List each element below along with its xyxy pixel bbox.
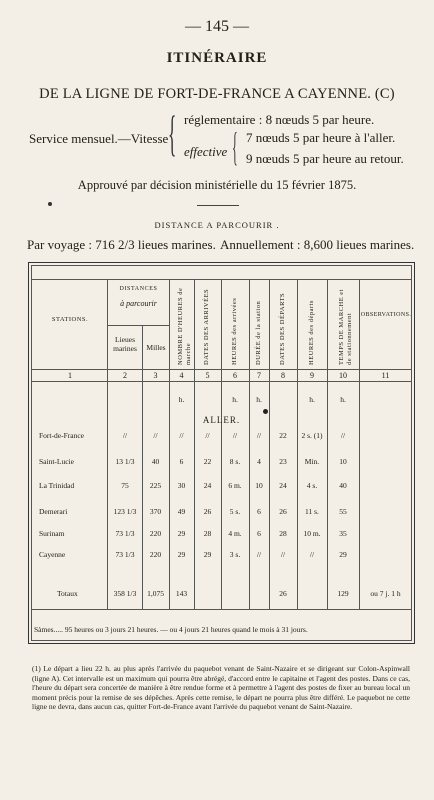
- table-cell-ha: 4 m.: [228, 529, 242, 538]
- table-cell-da: 28: [203, 529, 212, 538]
- table-cell-du: 10: [255, 481, 263, 490]
- table-cell-hm: 30: [177, 481, 186, 490]
- station-name: Surinam: [39, 529, 65, 538]
- speed-effective-label: effective: [184, 144, 228, 159]
- table-cell-da: 26: [203, 507, 212, 516]
- col-number: 1: [68, 371, 72, 380]
- page-number: — 145 —: [185, 18, 249, 35]
- table-cell-du: //: [256, 550, 262, 559]
- col-number: 8: [281, 371, 285, 380]
- table-cell-da: 24: [203, 481, 212, 490]
- table-cell-du: 6: [257, 529, 261, 538]
- brace-icon: {: [232, 124, 238, 169]
- page-title: ITINÉRAIRE: [166, 50, 268, 66]
- ink-dot: [263, 409, 268, 414]
- table-cell-dd: //: [280, 550, 286, 559]
- unit-label: h.: [340, 395, 346, 404]
- header-dates-departs: DATES DES DÉPARTS: [279, 292, 286, 365]
- table-rule: [108, 325, 169, 326]
- table-cell-milles: 225: [149, 481, 162, 490]
- table-cell-hm: 6: [179, 457, 184, 466]
- speed-effective-retour: 9 nœuds 5 par heure au retour.: [246, 151, 404, 166]
- header-lieues: Lieues marines: [113, 335, 137, 353]
- table-rule: [32, 609, 411, 610]
- station-name: Cayenne: [39, 550, 66, 559]
- unit-label: h.: [232, 395, 238, 404]
- col-number: 5: [205, 371, 210, 380]
- table-cell-tm: 40: [339, 481, 347, 490]
- totals-observation: ou 7 j. 1 h: [370, 589, 401, 598]
- table-rule: [249, 279, 250, 609]
- table-rule: [269, 279, 270, 609]
- service-label: Service mensuel.—Vitesse: [29, 131, 169, 146]
- itinerary-table: [28, 262, 415, 644]
- table-cell-du: 6: [257, 507, 261, 516]
- table-cell-hm: 29: [177, 550, 186, 559]
- unit-label: h.: [256, 395, 262, 404]
- table-cell-tm: 29: [339, 550, 347, 559]
- ink-dot: [48, 202, 52, 206]
- unit-label: h.: [309, 395, 315, 404]
- speed-reglementaire: réglementaire : 8 nœuds 5 par heure.: [184, 112, 375, 127]
- table-cell-dd: 23: [279, 457, 287, 466]
- distance-heading: DISTANCE A PARCOURIR .: [154, 220, 280, 230]
- table-cell-milles: //: [153, 431, 158, 440]
- divider: [197, 205, 239, 206]
- header-heures-departs: HEURES des départs: [308, 300, 315, 365]
- station-name: La Trinidad: [39, 481, 75, 490]
- table-cell-lieues: 73 1/3: [115, 550, 135, 559]
- header-a-parcourir: à parcourir: [120, 299, 157, 308]
- page-subtitle: DE LA LIGNE DE FORT-DE-FRANCE A CAYENNE. (C): [39, 86, 395, 102]
- table-cell-lieues: 73 1/3: [115, 529, 135, 538]
- footnote: (1) Le départ a lieu 22 h. au plus après l'arrivée du paquebot venant de Saint-Nazaire et se dirigeant sur Colon-Aspinwall (ligne A). Cet intervalle est un maximum qui pourra être abrégé, d'accord entre le capitaine et l'agent des postes. Dans ce cas, l'heure du départ sera concertée de manière à être rendue forme et à permettre à l'agent des postes de fixer au bureau local un moment précis pour la remise de ses dépêches. Après cette remise, le départ ne pourra plus être différé. Le paquebot ne cette ligne ne devra, dans aucun cas, quitter Fort-de-France avant l'arrivée du paquebot venant de Saint-Nazaire.: [32, 664, 410, 711]
- table-cell-tm: 55: [339, 507, 347, 516]
- header-heures-marche: NOMBRE D'HEURES de marche: [177, 287, 192, 365]
- table-cell-hd: //: [309, 550, 315, 559]
- table-cell-ha: 3 s.: [229, 550, 241, 559]
- table-cell-ha: 8 s.: [229, 457, 241, 466]
- col-number: 4: [179, 371, 184, 380]
- table-rule: [142, 325, 143, 609]
- section-aller: ALLER.: [202, 415, 241, 425]
- table-cell-hm: //: [179, 431, 184, 440]
- header-duree: DURÉE de la station: [255, 300, 262, 365]
- table-rule: [297, 279, 298, 609]
- unit-label: h.: [178, 395, 185, 404]
- table-cell-du: 4: [257, 457, 261, 466]
- table-cell-lieues: 123 1/3: [113, 507, 137, 516]
- totals-label: Totaux: [57, 589, 78, 598]
- table-rule: [221, 279, 222, 609]
- table-cell-dd: 28: [279, 529, 287, 538]
- totals-temps: 129: [337, 589, 349, 598]
- col-number: 11: [381, 371, 390, 380]
- col-number: 2: [123, 371, 127, 380]
- header-temps-marche: TEMPS DE MARCHE et de stationnement: [338, 289, 353, 365]
- table-cell-hd: 4 s.: [306, 481, 318, 490]
- table-cell-da: 29: [203, 550, 212, 559]
- table-cell-tm: 10: [339, 457, 347, 466]
- approval-note: Approuvé par décision ministérielle du 15 février 1875.: [77, 178, 357, 192]
- station-name: Demerari: [39, 507, 68, 516]
- table-cell-dd: 26: [279, 507, 287, 516]
- col-number: 10: [339, 371, 347, 380]
- table-cell-ha: 6 m.: [228, 481, 242, 490]
- table-rule: [107, 279, 108, 609]
- table-cell-lieues: //: [122, 431, 128, 440]
- header-observations: OBSERVATIONS.: [360, 312, 412, 318]
- table-cell-da: 22: [203, 457, 212, 466]
- brace-icon: {: [168, 105, 177, 161]
- header-distances: DISTANCES: [119, 286, 158, 292]
- table-cell-du: //: [256, 431, 262, 440]
- speed-effective-aller: 7 nœuds 5 par heure à l'aller.: [246, 130, 396, 145]
- table-cell-hd: 11 s.: [305, 507, 319, 516]
- station-name: Saint-Lucie: [39, 457, 74, 466]
- table-cell-ha: 5 s.: [229, 507, 241, 516]
- distance-per-voyage: Par voyage : 716 2/3 lieues marines.: [27, 237, 216, 252]
- table-rule: [327, 279, 328, 609]
- table-cell-tm: //: [340, 431, 346, 440]
- table-cell-lieues: 13 1/3: [115, 457, 135, 466]
- col-number: 3: [153, 371, 158, 380]
- table-rule: [359, 279, 360, 609]
- col-number: 6: [233, 371, 237, 380]
- table-cell-tm: 35: [339, 529, 347, 538]
- table-cell-da: //: [205, 431, 210, 440]
- totals-lieues: 358 1/3: [113, 589, 137, 598]
- distance-annual: Annuellement : 8,600 lieues marines.: [220, 237, 415, 252]
- samoa-summary: Sàmes..... 95 heures ou 3 jours 21 heures. — ou 4 jours 21 heures quand le mois à 31 jours.: [34, 625, 308, 634]
- table-cell-hd: Min.: [304, 457, 320, 466]
- totals-duree: 26: [279, 589, 287, 598]
- totals-milles: 1,075: [147, 589, 164, 598]
- table-rule: [169, 279, 170, 609]
- table-cell-lieues: 75: [121, 481, 129, 490]
- table-cell-hd: 10 m.: [303, 529, 321, 538]
- table-cell-milles: 220: [149, 550, 162, 559]
- col-number: 7: [257, 371, 261, 380]
- header-stations: STATIONS.: [51, 316, 89, 323]
- col-number: 9: [310, 371, 314, 380]
- header-heures-arrivees: HEURES des arrivées: [231, 297, 238, 365]
- table-cell-milles: 220: [149, 529, 162, 538]
- table-rule: [194, 279, 195, 609]
- table-cell-ha: //: [232, 431, 238, 440]
- table-cell-hm: 29: [177, 529, 186, 538]
- header-dates-arrivees: DATES DES ARRIVÉES: [203, 288, 210, 365]
- table-cell-milles: 40: [151, 457, 160, 466]
- totals-heures: 143: [175, 589, 188, 598]
- header-milles: Milles: [146, 343, 166, 352]
- table-cell-milles: 370: [149, 507, 162, 516]
- station-name: Fort-de-France: [39, 431, 84, 440]
- table-cell-dd: 22: [279, 431, 287, 440]
- table-cell-hm: 49: [177, 507, 186, 516]
- table-cell-dd: 24: [279, 481, 287, 490]
- table-cell-hd: 2 s. (1): [301, 431, 323, 440]
